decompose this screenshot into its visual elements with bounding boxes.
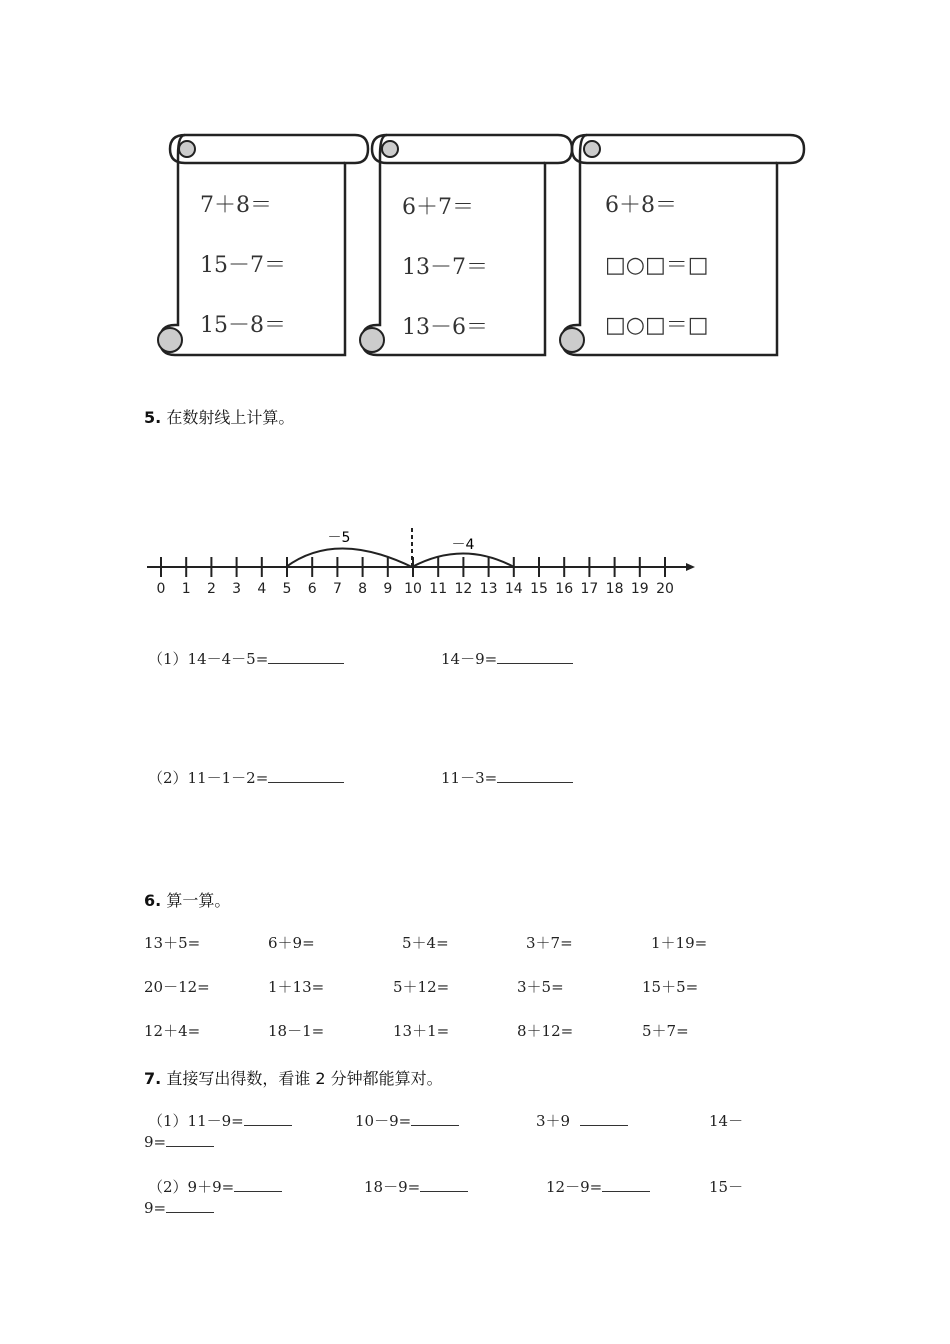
q6-item: 3＋5= [517,978,564,996]
q6-number: 6. [144,891,162,910]
q6-item: 1＋13= [268,978,325,996]
answer-blank[interactable] [268,649,344,664]
answer-blank[interactable] [420,1177,468,1192]
number-line-tick-label: 20 [656,581,674,597]
q6-item: 13＋1= [393,1022,450,1040]
answer-blank[interactable] [166,1198,214,1213]
scroll-2-line-2: 13－7＝ [402,255,488,280]
q7-text: 9= [144,1133,167,1151]
q5-row-1-left [148,648,344,669]
q7-text: 10－9= [355,1112,412,1130]
scroll-1-line-3: 15－8＝ [200,313,286,338]
scroll-1-line-2: 15－7＝ [200,253,286,278]
q5-row-1-right-text: 14－9= [441,650,498,668]
number-line-tick-label: 4 [257,581,267,597]
number-line-tick-label: 5 [282,581,292,597]
q7-row-1-item-1 [148,1110,292,1131]
q7-row-2-item-3 [546,1176,650,1197]
q7-row-1-item-2 [355,1110,459,1131]
q7-row-2-item-4: 15－ [709,1178,744,1196]
number-line-tick-label: 0 [156,581,166,597]
number-line-tick-label: 10 [404,581,422,597]
number-line-tick-label: 13 [479,581,498,597]
number-line-tick-label: 18 [605,581,624,597]
q7-row-1-wrap [144,1132,214,1151]
q6-item: 12＋4= [144,1022,201,1040]
q6-item: 20－12= [144,978,210,996]
q6-item: 15＋5= [642,978,699,996]
q6-item: 13＋5= [144,934,201,952]
answer-blank[interactable] [244,1111,292,1126]
q5-row-1-left-text: （1）14－4－5= [148,650,269,668]
answer-blank[interactable] [580,1111,628,1126]
answer-blank[interactable] [497,768,573,783]
q6-item: 18－1= [268,1022,325,1040]
q7-row-2-item-1 [148,1176,282,1197]
q7-text: （1）11－9= [148,1112,244,1130]
q7-text: （2）9＋9= [148,1178,235,1196]
number-line-tick-label: 7 [332,581,342,597]
answer-blank[interactable] [234,1177,282,1192]
number-line-tick-label: 9 [383,581,393,597]
number-line-tick-label: 8 [358,581,368,597]
q5-row-1-right [441,648,573,669]
q7-number: 7. [144,1069,162,1088]
q5-title: 在数射线上计算。 [166,408,295,427]
answer-blank[interactable] [602,1177,650,1192]
scroll-2-line-3: 13－6＝ [402,315,488,340]
answer-blank[interactable] [166,1132,214,1147]
number-line-tick-label: 6 [307,581,317,597]
number-line [145,522,705,602]
q5-row-2-right [441,767,573,788]
number-line-arrow-icon [686,563,695,571]
number-line-tick-label: 2 [206,581,216,597]
q6-item: 5＋4= [402,934,449,952]
number-line-tick-label: 3 [232,581,242,597]
q7-row-1-item-4: 14－ [709,1112,744,1130]
q7-text: 3＋9 [536,1112,571,1130]
number-line-tick-label: 19 [630,581,649,597]
q5-row-2-left [148,767,344,788]
answer-blank[interactable] [411,1111,459,1126]
number-line-tick-label: 16 [555,581,574,597]
number-line-tick-label: 14 [504,581,523,597]
arc-minus-5 [286,549,412,568]
q7-text: 9= [144,1199,167,1217]
number-line-tick-label: 11 [429,581,448,597]
q5-number: 5. [144,408,162,427]
q5-heading [144,405,294,428]
answer-blank[interactable] [497,649,573,664]
number-line-tick-label: 17 [580,581,599,597]
q7-heading [144,1066,443,1089]
arc-minus-4-label: －4 [451,537,475,553]
arc-minus-5-label: －5 [327,530,351,546]
q6-item: 5＋7= [642,1022,689,1040]
q7-text: 12－9= [546,1178,603,1196]
answer-blank[interactable] [268,768,344,783]
q7-title: 直接写出得数，看谁 2 分钟都能算对。 [166,1069,443,1088]
number-line-tick-label: 15 [530,581,548,597]
scroll-3-line-2: □○□＝□ [605,253,709,278]
q7-row-2-item-2 [364,1176,468,1197]
q6-title: 算一算。 [166,891,231,910]
scroll-2-line-1: 6＋7＝ [402,195,474,220]
q5-row-2-left-text: （2）11－1－2= [148,769,269,787]
scroll-3-line-3: □○□＝□ [605,313,709,338]
q5-row-2-right-text: 11－3= [441,769,498,787]
q6-heading [144,888,230,911]
q6-item: 3＋7= [526,934,573,952]
q6-item: 1＋19= [651,934,708,952]
scroll-1-line-1: 7＋8＝ [200,193,272,218]
q7-row-2-wrap [144,1198,214,1217]
q6-item: 8＋12= [517,1022,574,1040]
number-line-tick-label: 1 [181,581,191,597]
q7-text: 18－9= [364,1178,421,1196]
q6-item: 5＋12= [393,978,450,996]
q6-item: 6＋9= [268,934,315,952]
q7-row-1-item-3 [536,1110,628,1131]
number-line-tick-label: 12 [454,581,473,597]
scroll-3-line-1: 6＋8＝ [605,193,677,218]
